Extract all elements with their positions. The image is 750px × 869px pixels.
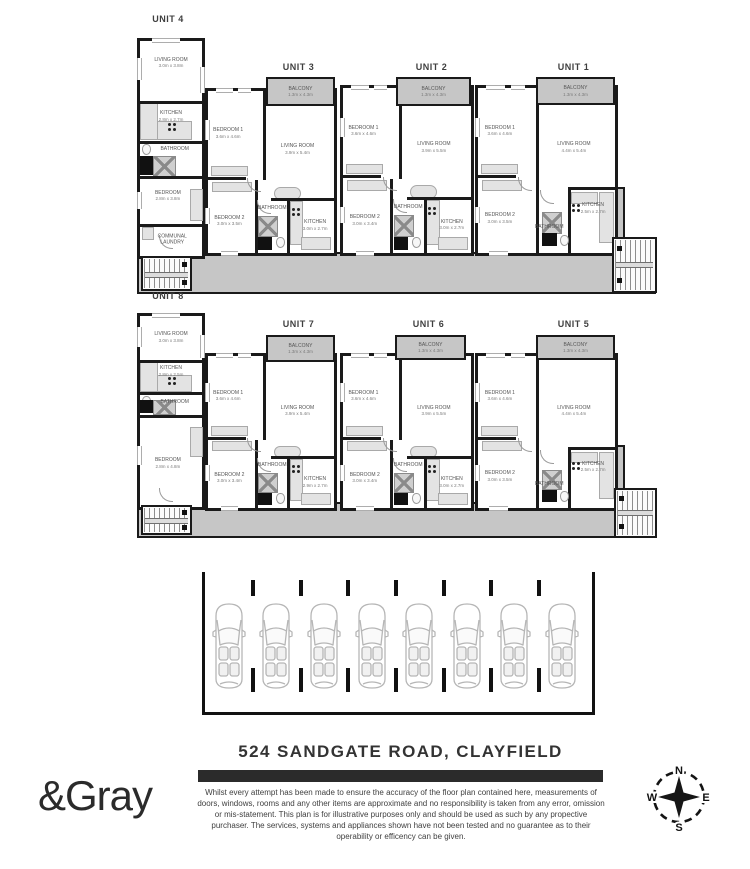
room-label-bed1: BEDROOM 1 3.6m x 4.6m (348, 389, 379, 401)
kitchen-counter (301, 237, 331, 250)
window (205, 465, 210, 480)
unit-4-floorplan (137, 38, 205, 259)
window (205, 383, 210, 401)
room-label-bedroom: BEDROOM 2.8m x 3.8m (154, 189, 181, 202)
interior-wall (568, 447, 571, 508)
shower-icon (394, 215, 414, 237)
room-label-laundry: COMMUNAL LAUNDRY (157, 233, 187, 246)
window (511, 85, 525, 90)
room-label-living: LIVING ROOM 4.4m x 5.4m (557, 141, 591, 153)
interior-wall (568, 447, 615, 450)
unit-3-label: UNIT 3 (282, 62, 315, 72)
kitchen-counter (599, 452, 615, 500)
window (200, 335, 205, 358)
duct (394, 493, 408, 505)
wardrobe (482, 180, 522, 190)
interior-wall (424, 197, 427, 253)
room-label-bathroom: BATHROOM (534, 480, 564, 487)
bay-line (442, 668, 446, 692)
room-label-kitchen: KITCHEN 2.5m x 2.7m (580, 460, 606, 473)
toilet-icon (560, 235, 569, 246)
window (340, 118, 345, 138)
window (374, 353, 387, 358)
wardrobe (481, 164, 519, 174)
interior-wall (478, 437, 516, 440)
interior-wall (140, 360, 202, 363)
bay-line (537, 668, 541, 692)
room-label-bed1: BEDROOM 1 3.6m x 4.6m (213, 126, 244, 139)
window (137, 327, 142, 346)
stair-arrow (182, 525, 187, 530)
wardrobe (212, 182, 252, 192)
compass-rose (645, 758, 713, 836)
unit-8-label: UNIT 8 (152, 291, 184, 301)
window (356, 506, 374, 511)
unit-2-label: UNIT 2 (415, 62, 448, 72)
car-icon (209, 600, 249, 692)
car-icon (447, 600, 487, 692)
window (152, 38, 180, 43)
interior-wall (271, 198, 334, 201)
bay-line (394, 668, 398, 692)
stair-arrow (619, 524, 624, 529)
bay-line (299, 668, 303, 692)
bay-line (394, 580, 398, 596)
toilet-icon (276, 493, 285, 504)
bay-line (251, 580, 255, 596)
unit-2-floorplan (340, 85, 474, 256)
kitchen-counter (599, 192, 615, 244)
unit-6-balcony (395, 335, 466, 360)
stair-arrow (617, 246, 622, 251)
window (475, 207, 480, 224)
interior-wall (208, 437, 246, 440)
agency-logo: &Gray (38, 772, 153, 819)
unit-1-balcony (536, 77, 615, 105)
window (340, 207, 345, 224)
window (137, 58, 142, 80)
interior-wall (287, 198, 290, 253)
interior-wall (140, 415, 202, 418)
room-label-bed2: BEDROOM 2 3.0m x 3.5m (484, 469, 515, 482)
disclaimer-text: Whilst every attempt has been made to ensure the accuracy of the floor plan contained here, measurements of doors, windows, rooms and any other items are approximate and no responsibility is taken from any error, omission or mis-statement. This plan is for illustrative purposes only and should be used as such by any propective purchaser. The services, systems and appliances shown have not been tested and no guarantee as to their operability or efficency can be given. (197, 788, 605, 842)
interior-wall (140, 141, 202, 144)
stair-arrow (182, 280, 187, 285)
bay-line (299, 580, 303, 596)
door-swing (540, 190, 554, 204)
wardrobe (347, 441, 387, 451)
lower-left-stairs (141, 505, 192, 535)
compass-star (658, 776, 700, 818)
duct (258, 493, 272, 505)
shower-icon (258, 216, 278, 237)
window (238, 88, 251, 93)
window (374, 85, 387, 90)
room-label-bathroom: BATHROOM (160, 398, 189, 405)
window (356, 251, 374, 256)
window (486, 85, 505, 90)
compass-west: W (646, 792, 658, 804)
window (137, 446, 142, 465)
room-label-bathroom: BATHROOM (534, 223, 564, 230)
carpark (202, 572, 595, 715)
interior-wall (140, 224, 202, 227)
unit-3-floorplan (205, 88, 337, 256)
unit-5-floorplan (475, 353, 618, 511)
room-label-balcony: BALCONY 1.3m x 4.3m (563, 341, 588, 353)
stair-arrow (182, 510, 187, 515)
car-icon (494, 600, 534, 692)
car-icon (542, 600, 582, 692)
window (200, 67, 205, 93)
room-label-living: LIVING ROOM 3.9m x 5.5m (417, 404, 451, 417)
unit-2-balcony (396, 77, 471, 106)
wardrobe (212, 441, 252, 451)
room-label-bed2: BEDROOM 2 3.0m x 3.5m (484, 212, 515, 224)
interior-wall (424, 456, 427, 508)
window (205, 120, 210, 139)
duct (542, 490, 557, 502)
kitchen-counter (438, 493, 468, 506)
interior-wall (568, 187, 571, 253)
interior-wall (399, 356, 402, 440)
interior-wall (140, 176, 202, 179)
wardrobe (190, 189, 204, 221)
unit-5-label: UNIT 5 (557, 319, 590, 329)
window (152, 313, 180, 318)
wardrobe (346, 426, 384, 436)
window (511, 353, 525, 358)
room-label-living: LIVING ROOM 3.9m x 5.4m (280, 143, 315, 155)
room-label-living: LIVING ROOM 3.0m x 3.8m (154, 56, 188, 68)
address-title: 524 SANDGATE ROAD, CLAYFIELD (238, 742, 563, 761)
room-label-balcony: BALCONY 1.3m x 4.3m (563, 84, 588, 97)
upper-right-stairs (612, 237, 657, 293)
kitchen-counter (140, 103, 158, 139)
window (475, 383, 480, 401)
bay-line (537, 580, 541, 596)
unit-3-balcony (266, 77, 335, 106)
wardrobe (346, 164, 384, 174)
bay-line (489, 580, 493, 596)
stove-icon (292, 208, 301, 217)
unit-5-balcony (536, 335, 615, 360)
window (216, 353, 234, 358)
window (351, 85, 369, 90)
stove-icon (168, 377, 177, 386)
wardrobe (211, 426, 248, 436)
compass-east: E (702, 792, 710, 804)
stove-icon (572, 462, 581, 471)
window (489, 251, 508, 256)
stair-arrow (619, 496, 624, 501)
stove-icon (168, 123, 177, 132)
room-label-kitchen: KITCHEN 3.0m x 2.7m (439, 218, 465, 231)
interior-wall (407, 197, 471, 200)
room-label-balcony: BALCONY 1.3m x 4.3m (288, 85, 313, 97)
interior-wall (140, 392, 202, 395)
room-label-bed2: BEDROOM 2 3.0m x 3.4m (349, 213, 380, 226)
room-label-kitchen: KITCHEN 2.8m x 2.7m (158, 110, 184, 122)
kitchen-counter (438, 237, 468, 251)
room-label-living: LIVING ROOM 4.4m x 5.4m (557, 404, 591, 417)
interior-wall (271, 456, 334, 459)
door-swing (540, 450, 554, 464)
room-label-living: LIVING ROOM 3.0m x 3.8m (154, 330, 188, 343)
duct (258, 237, 272, 250)
room-label-bed1: BEDROOM 1 3.6m x 4.6m (213, 389, 244, 401)
stair-arrow (617, 278, 622, 283)
interior-wall (343, 175, 381, 178)
unit-6-label: UNIT 6 (412, 319, 445, 329)
room-label-bed2: BEDROOM 2 3.0m x 3.5m (214, 214, 245, 226)
shower-icon (394, 473, 414, 493)
shower-icon (153, 156, 176, 177)
interior-wall (407, 456, 471, 459)
unit-1-floorplan (475, 85, 618, 256)
kitchen-counter (301, 493, 331, 506)
upper-corridor (137, 252, 656, 294)
window (137, 192, 142, 209)
wardrobe (482, 441, 522, 451)
bay-line (251, 668, 255, 692)
room-label-bathroom: BATHROOM (394, 203, 423, 210)
unit-4-label: UNIT 4 (152, 14, 184, 24)
interior-wall (343, 437, 381, 440)
divider-bar (198, 770, 603, 782)
wardrobe (347, 180, 387, 190)
toilet-icon (412, 493, 421, 504)
unit-8-floorplan (137, 313, 205, 510)
room-label-balcony: BALCONY 1.3m x 4.3m (288, 342, 313, 354)
stove-icon (428, 207, 437, 216)
window (475, 465, 480, 480)
unit-7-label: UNIT 7 (282, 319, 315, 329)
interior-wall (263, 356, 266, 440)
interior-wall (208, 177, 246, 180)
stair-landing (618, 510, 653, 516)
room-label-bed2: BEDROOM 2 3.0m x 3.4m (349, 471, 380, 483)
room-label-bed1: BEDROOM 1 3.6m x 4.6m (348, 124, 379, 137)
interior-wall (478, 175, 516, 178)
stair-arrow (182, 262, 187, 267)
room-label-bed2: BEDROOM 2 3.0m x 3.4m (214, 471, 245, 483)
stair-landing (616, 262, 653, 268)
duct (140, 400, 153, 413)
window (205, 208, 210, 224)
car-icon (352, 600, 392, 692)
window (221, 251, 239, 256)
room-label-balcony: BALCONY 1.3m x 4.3m (421, 85, 446, 97)
kitchen-counter (140, 362, 158, 393)
room-label-living: LIVING ROOM 3.9m x 5.5m (417, 141, 451, 153)
bay-line (489, 668, 493, 692)
window (216, 88, 234, 93)
room-label-kitchen: KITCHEN 3.0m x 2.7m (302, 219, 328, 231)
stove-icon (428, 465, 437, 474)
wardrobe (481, 426, 519, 436)
window (340, 383, 345, 401)
room-label-bedroom: BEDROOM 2.8m x 4.8m (154, 456, 181, 469)
window (238, 353, 251, 358)
room-label-bathroom: BATHROOM (257, 462, 287, 469)
interior-wall (287, 456, 290, 508)
bay-line (346, 668, 350, 692)
bay-line (442, 580, 446, 596)
room-label-bed1: BEDROOM 1 3.6m x 4.6m (484, 124, 515, 137)
window (489, 506, 508, 511)
compass-south: S (675, 822, 683, 834)
upper-left-stairs (141, 256, 192, 291)
car-icon (256, 600, 296, 692)
toilet-icon (412, 237, 421, 248)
window (340, 465, 345, 480)
room-label-bathroom: BATHROOM (394, 462, 423, 469)
room-label-balcony: BALCONY 1.3m x 4.3m (418, 341, 443, 353)
room-label-bed1: BEDROOM 1 3.6m x 4.6m (484, 389, 515, 401)
window (221, 506, 239, 511)
stair-landing (145, 518, 188, 524)
room-label-kitchen: KITCHEN 2.9m x 2.7m (302, 475, 328, 488)
car-icon (399, 600, 439, 692)
toilet-icon (142, 144, 151, 155)
lower-right-stairs (614, 488, 657, 538)
car-icon (304, 600, 344, 692)
wardrobe (190, 427, 204, 458)
stair-landing (145, 272, 188, 278)
unit-1-label: UNIT 1 (557, 62, 590, 72)
window (486, 353, 505, 358)
room-label-kitchen: KITCHEN 3.0m x 2.7m (439, 475, 465, 488)
room-label-bathroom: BATHROOM (160, 145, 189, 152)
duct (394, 237, 408, 250)
stove-icon (572, 204, 581, 213)
duct (542, 233, 557, 246)
room-label-bathroom: BATHROOM (257, 204, 287, 211)
unit-7-balcony (266, 335, 335, 362)
window (475, 118, 480, 138)
toilet-icon (276, 237, 285, 248)
shower-icon (258, 473, 278, 493)
duct (140, 156, 153, 175)
door-swing (159, 488, 173, 502)
wardrobe (211, 166, 248, 176)
interior-wall (140, 101, 202, 104)
interior-wall (568, 187, 615, 190)
compass-north: N (675, 765, 683, 777)
room-label-kitchen: KITCHEN 2.5m x 2.7m (580, 202, 606, 214)
stove-icon (292, 465, 301, 474)
unit-6-floorplan (340, 353, 474, 511)
room-label-living: LIVING ROOM 3.9m x 5.4m (280, 404, 315, 417)
window (351, 353, 369, 358)
room-label-kitchen: KITCHEN 2.8m x 2.5m (158, 365, 184, 377)
unit-7-floorplan (205, 353, 337, 511)
bay-line (346, 580, 350, 596)
